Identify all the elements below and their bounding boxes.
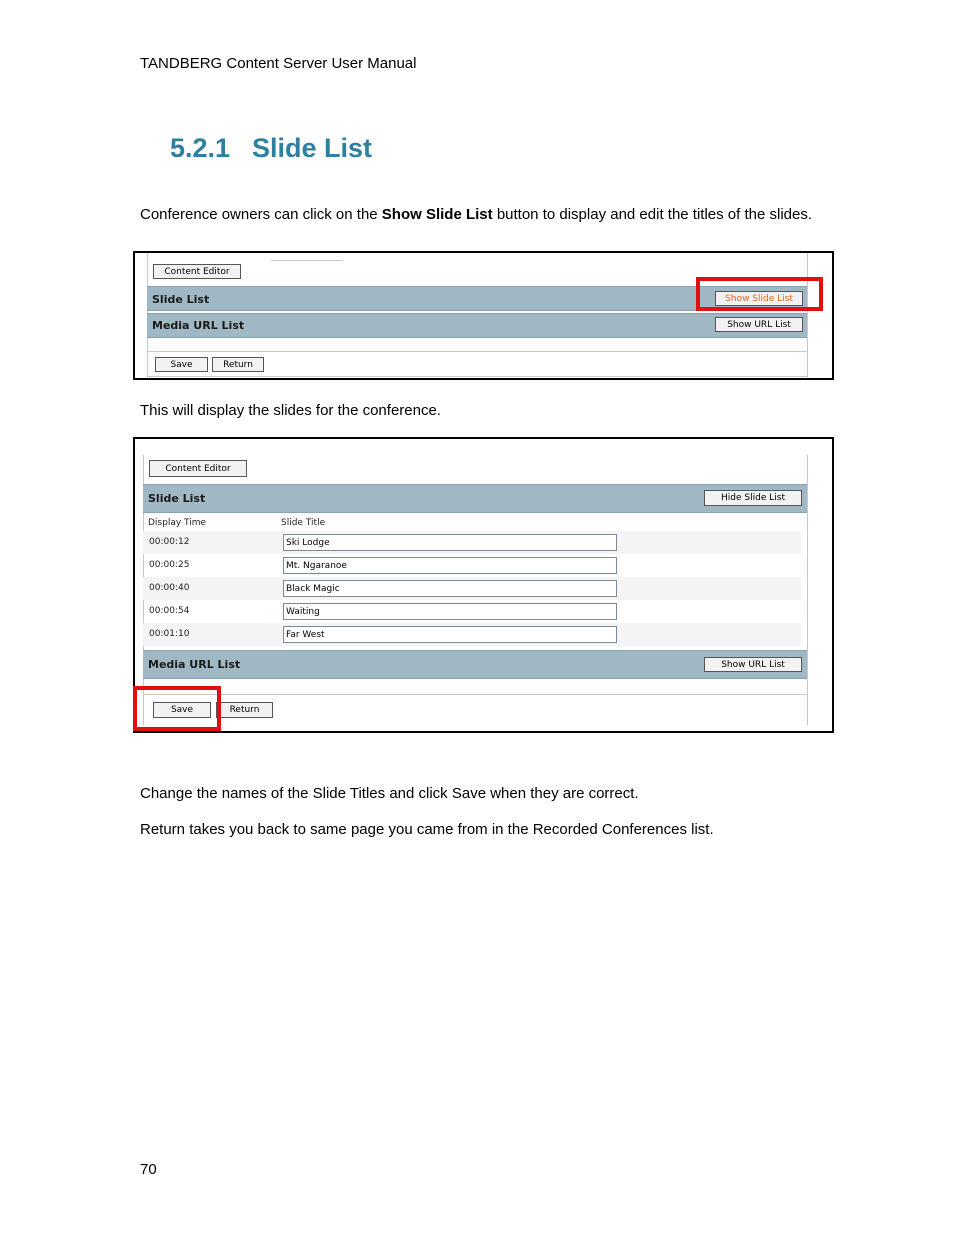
show-slide-list-button[interactable]: Show Slide List	[715, 291, 803, 306]
section-number: 5.2.1	[170, 133, 231, 163]
tab-underline	[271, 260, 343, 261]
table-row	[143, 577, 801, 600]
screenshot-expanded	[133, 437, 834, 733]
show-url-list-button[interactable]: Show URL List	[704, 657, 802, 672]
intro-paragraph	[140, 206, 820, 224]
save-button[interactable]: Save	[153, 702, 211, 718]
column-header-slide-title: Slide Title	[281, 518, 326, 528]
page-number: 70	[140, 1161, 157, 1178]
media-url-bar	[147, 313, 807, 338]
slide-list-label: Slide List	[152, 293, 210, 306]
button-panel-bottom	[147, 376, 807, 377]
media-url-label: Media URL List	[152, 319, 245, 332]
panel-border-right	[807, 455, 808, 725]
section-title: Slide List	[252, 133, 373, 163]
section-heading	[170, 133, 372, 164]
display-time: 00:01:10	[149, 629, 190, 639]
column-header-display-time: Display Time	[148, 518, 207, 528]
intro-text-2: button to display and edit the titles of the slides.	[492, 206, 813, 223]
media-url-label: Media URL List	[148, 658, 241, 671]
intro-text-1: Conference owners can click on the	[140, 206, 382, 223]
table-row	[143, 600, 801, 623]
highlight-show-slide-list	[696, 277, 823, 311]
slide-title-input[interactable]	[283, 534, 617, 551]
return-paragraph: Return takes you back to same page you came from in the Recorded Conferences list.	[140, 821, 714, 838]
middle-paragraph: This will display the slides for the conference.	[140, 402, 441, 419]
page-header: TANDBERG Content Server User Manual	[140, 55, 417, 72]
highlight-save	[133, 686, 221, 731]
intro-bold: Show Slide List	[381, 206, 493, 223]
change-paragraph: Change the names of the Slide Titles and click Save when they are correct.	[140, 785, 639, 802]
return-button[interactable]: Return	[212, 357, 264, 372]
table-row	[143, 531, 801, 554]
slide-title-input[interactable]	[283, 557, 617, 574]
return-button[interactable]: Return	[216, 702, 273, 718]
content-editor-button[interactable]: Content Editor	[153, 264, 241, 279]
slide-title-input[interactable]	[283, 603, 617, 620]
content-editor-button[interactable]: Content Editor	[149, 460, 247, 477]
table-row	[143, 623, 801, 646]
slide-title-input[interactable]	[283, 626, 617, 643]
button-panel-top	[147, 351, 807, 352]
display-time: 00:00:12	[149, 537, 190, 547]
slide-list-label: Slide List	[148, 492, 206, 505]
slide-title-input[interactable]	[283, 580, 617, 597]
hide-slide-list-button[interactable]: Hide Slide List	[704, 490, 802, 506]
table-row	[143, 554, 801, 577]
screenshot-collapsed	[133, 251, 834, 380]
show-url-list-button[interactable]: Show URL List	[715, 317, 803, 332]
button-panel-top	[143, 694, 807, 695]
panel-border-right	[807, 253, 808, 380]
display-time: 00:00:40	[149, 583, 190, 593]
display-time: 00:00:25	[149, 560, 190, 570]
save-button[interactable]: Save	[155, 357, 208, 372]
display-time: 00:00:54	[149, 606, 190, 616]
